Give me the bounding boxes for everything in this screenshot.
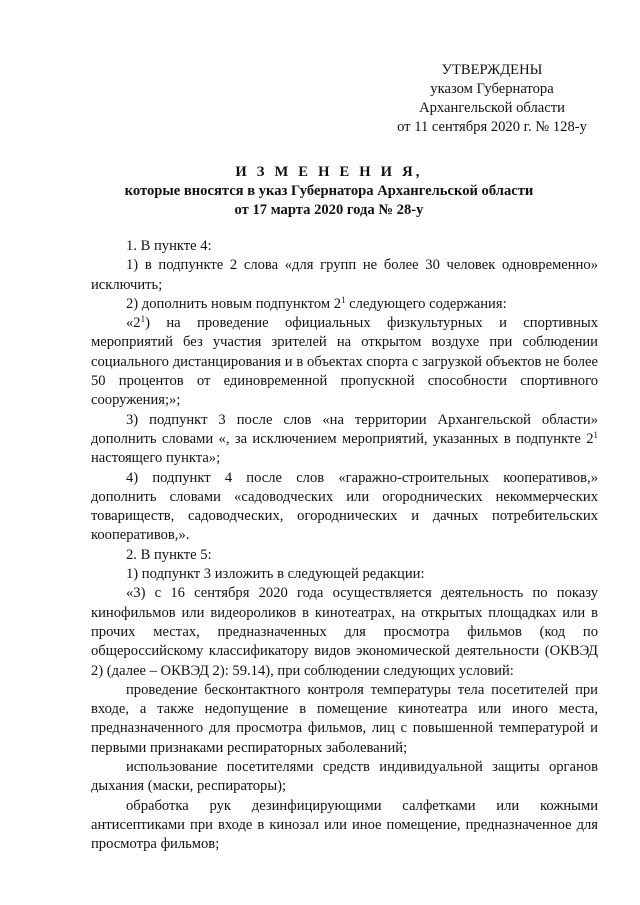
paragraph: 3) подпункт 3 после слов «на территории Архангельской области» дополнить словами «, за исключением мероприятий, указанных в подпункте $2^1$ настоящего пункта»; — [91, 411, 598, 467]
paragraph: использование посетителями средств индивидуальной защиты органов дыхания (маски, респираторы); — [91, 759, 598, 795]
paragraph: обработка рук дезинфицирующими салфетками или кожными антисептиками при входе в кинозал или иное помещение, предназначенное для просмотра фильмов; — [91, 797, 598, 853]
superscript: 1 — [341, 294, 346, 305]
title-changes: И З М Е Н Е Н И Я, — [235, 164, 423, 180]
document-body — [91, 237, 598, 855]
title-subject: которые вносятся в указ Губернатора Архангельской области — [124, 183, 534, 199]
title-decree-ref: от 17 марта 2020 года № 28-у — [234, 202, 424, 218]
approval-heading: УТВЕРЖДЕНЫ — [441, 62, 543, 78]
approval-decree-line: указом Губернатора — [430, 81, 554, 97]
paragraph: 1. В пункте 4: — [126, 238, 212, 254]
document-title — [90, 163, 568, 220]
paragraph: «3) с 16 сентября 2020 года осуществляется деятельность по показу кинофильмов или видеороликов в кинотеатрах, на открытых площадках или в прочих местах, предназначенных для просмотра фильмов (код по общероссийскому классификатору видов экономической деятельности (ОКВЭД 2) (далее – ОКВЭД 2): 59.14), при соблюдении следующих условий: — [91, 585, 598, 679]
paragraph: 1) в подпункте 2 слова «для групп не более 30 человек одновременно» исключить; — [91, 257, 598, 293]
paragraph: 4) подпункт 4 после слов «гаражно-строительных кооперативов,» дополнить словами «садоводческих или огороднических некоммерческих товариществ, садоводческих, огороднических и дачных потребительских кооперативов,». — [91, 469, 598, 544]
approval-stamp — [376, 61, 608, 137]
superscript: 1 — [140, 314, 146, 325]
approval-date-line: от 11 сентября 2020 г. № 128-у — [397, 119, 587, 135]
paragraph: проведение бесконтактного контроля температуры тела посетителей при входе, а также недопущение в помещение кинотеатра или иного места, предназначенного для просмотра фильмов, лиц с повышенной температурой и первыми признаками респираторных заболеваний; — [91, 681, 598, 756]
paragraph: «$2^1$) на проведение официальных физкультурных и спортивных мероприятий без участия зрителей на открытом воздухе при соблюдении социального дистанцирования и в объектах спорта с загрузкой объектов не более 50 процентов от единовременной пропускной способности спортивного сооружения;»; — [91, 314, 598, 409]
paragraph: 2. В пункте 5: — [126, 546, 212, 563]
approval-region-line: Архангельской области — [419, 100, 565, 116]
superscript: 1 — [593, 429, 598, 440]
paragraph: 1) подпункт 3 изложить в следующей редакции: — [126, 566, 425, 583]
paragraph: 2) дополнить новым подпунктом $2^1$ следующего содержания: — [126, 294, 507, 312]
